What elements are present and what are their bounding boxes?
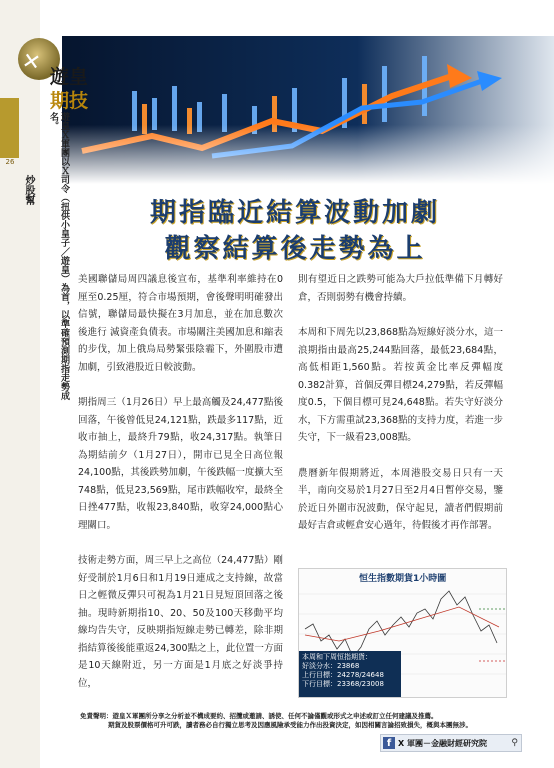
- header-banner-image: [62, 36, 554, 184]
- facebook-page-link[interactable]: [380, 734, 522, 752]
- crossed-swords-icon: ✕: [19, 48, 43, 77]
- info-row: 好淡分水：23868: [302, 662, 360, 670]
- brand-title: 遊皇: [50, 66, 89, 88]
- brand-subtitle: 期技: [50, 90, 89, 112]
- facebook-icon: f: [383, 737, 395, 749]
- paragraph: 農曆新年假期將近，本周港股交易日只有一天半，南向交易於1月27日至2月4日暫停交易，鑒於近日外圍市況波動，保守起見，讀者們假期前最好吉倉或輕倉安心過年，待假後才再作部署。: [298, 467, 503, 531]
- index-futures-chart: [298, 568, 507, 698]
- column-description: 遊皇Ｘ軍團以Ｘ司令（扭供小皇子／遊皇）為首，以準確預測期指走勢成名。: [48, 112, 69, 400]
- headline-line1: 期指臨近結算波動加劇: [149, 198, 440, 228]
- info-row: 上行目標：24278/24648: [302, 671, 384, 679]
- section-tab: [0, 98, 19, 158]
- chart-title: 恒生指數期貨1小時圖: [359, 574, 447, 584]
- footer-label: X 軍團－金融財經研究院: [398, 738, 487, 748]
- chart-info-box: [299, 651, 401, 697]
- paragraph: 期指周三（1月26日）早上最高觸及24,477點後回落，午後曾低見24,121點，跌最多117點，近收市抽上，最終升79點，收24,317點。執筆日為期結前夕（1月27日），開市已見全日高位報24,100點，其後跌勢加劇，午後跌幅一度擴大至748點，低見23,569點，尾市跌幅收窄，最終全日挫477點，收報23,840點，收穿24,000點心理關口。: [78, 397, 283, 531]
- right-column: [298, 271, 503, 553]
- info-row: 下行目標：23368/23008: [302, 680, 384, 688]
- left-column: [78, 271, 283, 710]
- paragraph: 則有望近日之跌勢可能為大戶拉低準備下月轉好倉，否則弱勢有機會持續。: [298, 274, 503, 303]
- search-icon[interactable]: ⚲: [511, 738, 518, 748]
- paragraph: 美國聯儲局周四議息後宣布，基準利率維持在0厘至0.25厘，符合市場預期，會後聲明明確發出信號，聯儲局最快擬在3月加息，並在加息數次後進行 減資產負債表。市場關注美國加息和縮表的步伐，加上俄烏局勢緊張陰霾下，外圍股市遭加劇，引致港股近日較波動。: [78, 274, 283, 373]
- paragraph: 本周和下周先以23,868點為短線好淡分水，這一浪期指由最高25,244點回落，最低23,684點，高低相距1,560點。若按黃金比率反彈幅度0.382計算，首個反彈目標24,279點，若反彈幅度0.5，下個目標可見24,648點。若失守好淡分水，下方需重試23,368點的支持力度，若進一步失守，下一級看23,008點。: [298, 327, 503, 443]
- page-number: 26: [5, 158, 15, 166]
- author-label: 炒股幫: [23, 175, 34, 205]
- headline-line2: 觀察結算後走勢為上: [164, 234, 426, 264]
- disclaimer-line: 免責聲明：遊皇Ｘ軍團所分享之分析並不構成要約、招攬或邀請、誘使、任何不論僅觀或形式之申述或訂立任何建議及推薦。: [80, 712, 438, 720]
- info-header: 本周和下周恒指期貨：: [302, 653, 372, 661]
- disclaimer-line: 期貨及股票價格可升可跌，讀者務必自行獨立思考及因應風險承受能力作出投資決定，如因相關言論招致損失，概與本團無涉。: [108, 721, 472, 729]
- disclaimer: [80, 712, 520, 730]
- paragraph: 技術走勢方面，周三早上之高位（24,477點）剛好受制於1月6日和1月19日連成之支持線，故當日之輕微反彈只可視為1月21日見短頂回落之後抽。現時新期指10、20、50及100天移動平均線均告失守，反映期指短線走勢已轉差，除非期指結算後後能重返24,300點之上，此位置一方面是10天線附近，另一方面是1月底之好淡爭持位，: [78, 555, 283, 689]
